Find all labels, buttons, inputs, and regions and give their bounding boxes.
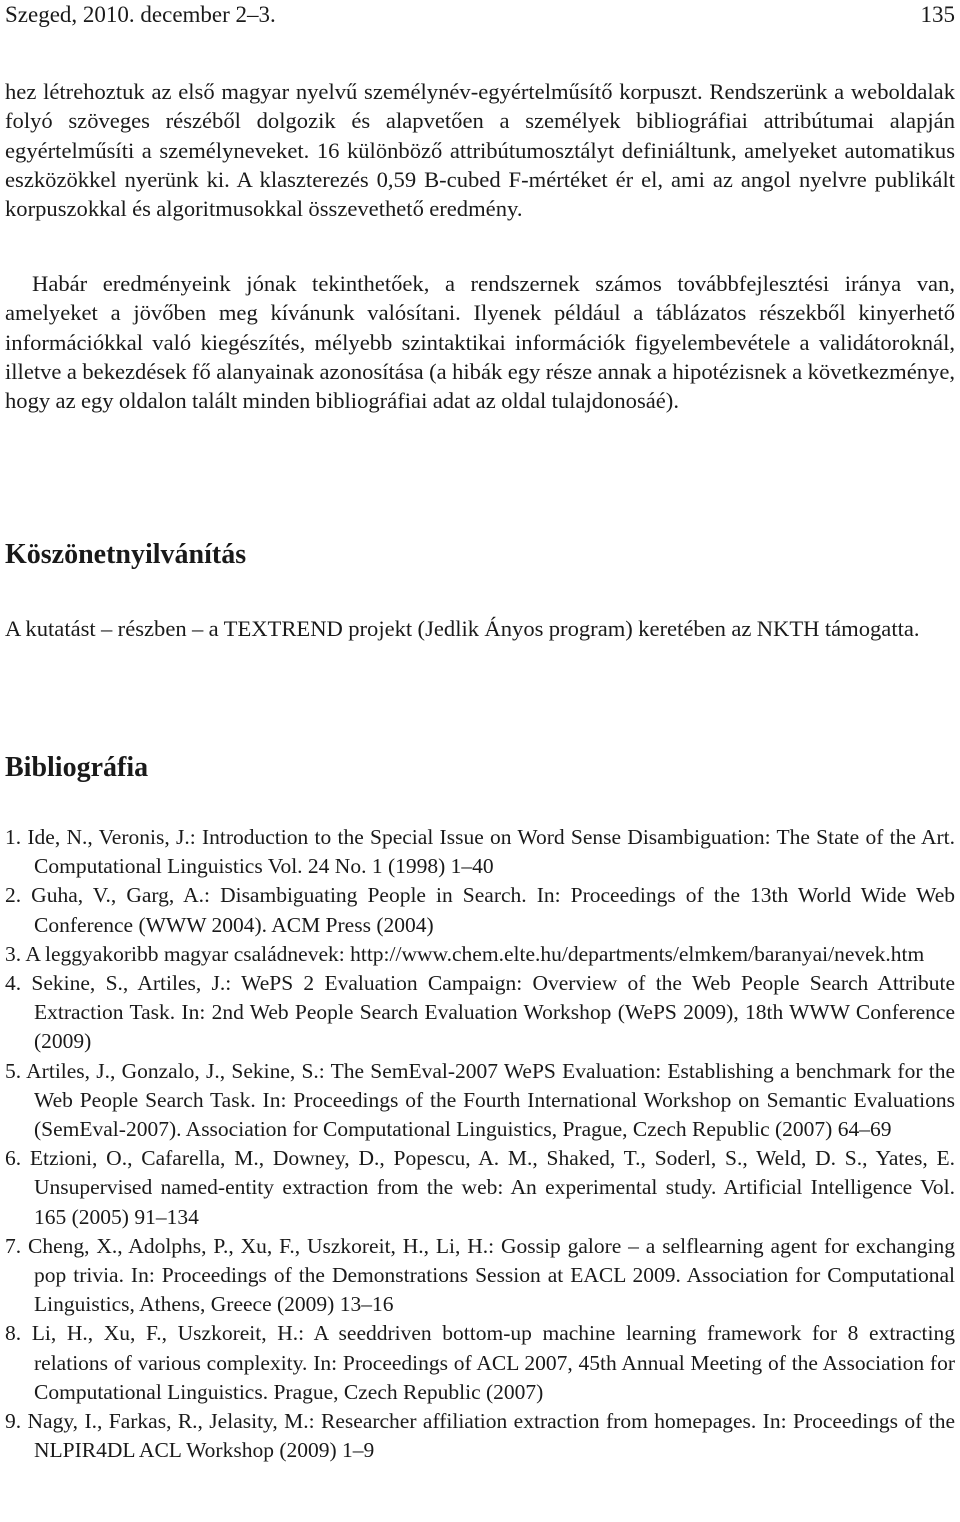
reference-item: 7. Cheng, X., Adolphs, P., Xu, F., Uszkoreit, H., Li, H.: Gossip galore – a selflearning agent for exchanging pop trivia. In: Proceedings of the Demonstrations Session at EACL 2009. Association for Computational Linguistics, Athens, Greece (2009) 13–16 xyxy=(5,1233,955,1317)
body-paragraph-2: Habár eredményeink jónak tekinthetőek, a rendszernek számos továbbfejlesztési iránya van, amelyeket a jövőben meg kívánunk valósítani. Ilyenek például a táblázatos részekből kinyerhető információkkal való kiegészítés, mélyebb szintaktikai információk figyelembevétele a validátoroknál, illetve a bekezdések fő alanyainak azonosítása (a hibák egy része annak a hipotézisnek a következménye, hogy az egy oldalon talált minden bibliográfiai adat az oldal tulajdonosáé). xyxy=(5,271,955,414)
body-paragraph-1: hez létrehoztuk az első magyar nyelvű személynév-egyértelműsítő korpuszt. Rendszerünk a weboldalak folyó szöveges részéből dolgozik és alapvetően a személyek bibliográfiai attribútumai alapján egyértelműsíti a személyneveket. 16 különböző attribútumosztályt definiáltunk, amelyeket automatikus eszközökkel nyerünk ki. A klaszterezés 0,59 B-cubed F-mértéket ér el, ami az angol nyelvre publikált korpuszokkal és algoritmusokkal összevethető eredmény. xyxy=(5,79,955,222)
header-venue-date: Szeged, 2010. december 2–3. xyxy=(5,2,276,27)
reference-list xyxy=(5,823,955,1465)
reference-item: 2. Guha, V., Garg, A.: Disambiguating People in Search. In: Proceedings of the 13th World Wide Web Conference (WWW 2004). ACM Press (2004) xyxy=(5,883,955,937)
reference-item: 8. Li, H., Xu, F., Uszkoreit, H.: A seeddriven bottom-up machine learning framework for 8 extracting relations of various complexity. In: Proceedings of ACL 2007, 45th Annual Meeting of the Association for Computational Linguistics. Prague, Czech Republic (2007) xyxy=(5,1321,955,1404)
reference-item: 3. A leggyakoribb magyar családnevek: http://www.chem.elte.hu/departments/elmkem/baranyai/nevek.htm xyxy=(5,941,925,966)
page-number: 135 xyxy=(920,2,955,27)
running-header xyxy=(5,0,955,30)
acknowledgements-heading: Köszönetnyilvánítás xyxy=(5,539,247,570)
bibliography-heading: Bibliográfia xyxy=(5,752,149,783)
reference-item: 6. Etzioni, O., Cafarella, M., Downey, D., Popescu, A. M., Shaked, T., Soderl, S., Weld, D. S., Yates, E. Unsupervised named-entity extraction from the web: An experimental study. Artificial Intelligence Vol. 165 (2005) 91–134 xyxy=(5,1146,955,1229)
reference-item: 9. Nagy, I., Farkas, R., Jelasity, M.: Researcher affiliation extraction from homepages. In: Proceedings of the NLPIR4DL ACL Workshop (2009) 1–9 xyxy=(5,1409,955,1463)
acknowledgements-text: A kutatást – részben – a TEXTREND projekt (Jedlik Ányos program) keretében az NKTH támogatta. xyxy=(5,616,920,641)
reference-item: 4. Sekine, S., Artiles, J.: WePS 2 Evaluation Campaign: Overview of the Web People Search Attribute Extraction Task. In: 2nd Web People Search Evaluation Workshop (WePS 2009), 18th WWW Conference (2009) xyxy=(5,971,955,1054)
reference-item: 1. Ide, N., Veronis, J.: Introduction to the Special Issue on Word Sense Disambiguation: The State of the Art. Computational Linguistics Vol. 24 No. 1 (1998) 1–40 xyxy=(5,825,955,879)
reference-item: 5. Artiles, J., Gonzalo, J., Sekine, S.: The SemEval-2007 WePS Evaluation: Establishing a benchmark for the Web People Search Task. In: Proceedings of the Fourth International Workshop on Semantic Evaluations (SemEval-2007). Association for Computational Linguistics, Prague, Czech Republic (2007) 64–69 xyxy=(5,1058,955,1142)
